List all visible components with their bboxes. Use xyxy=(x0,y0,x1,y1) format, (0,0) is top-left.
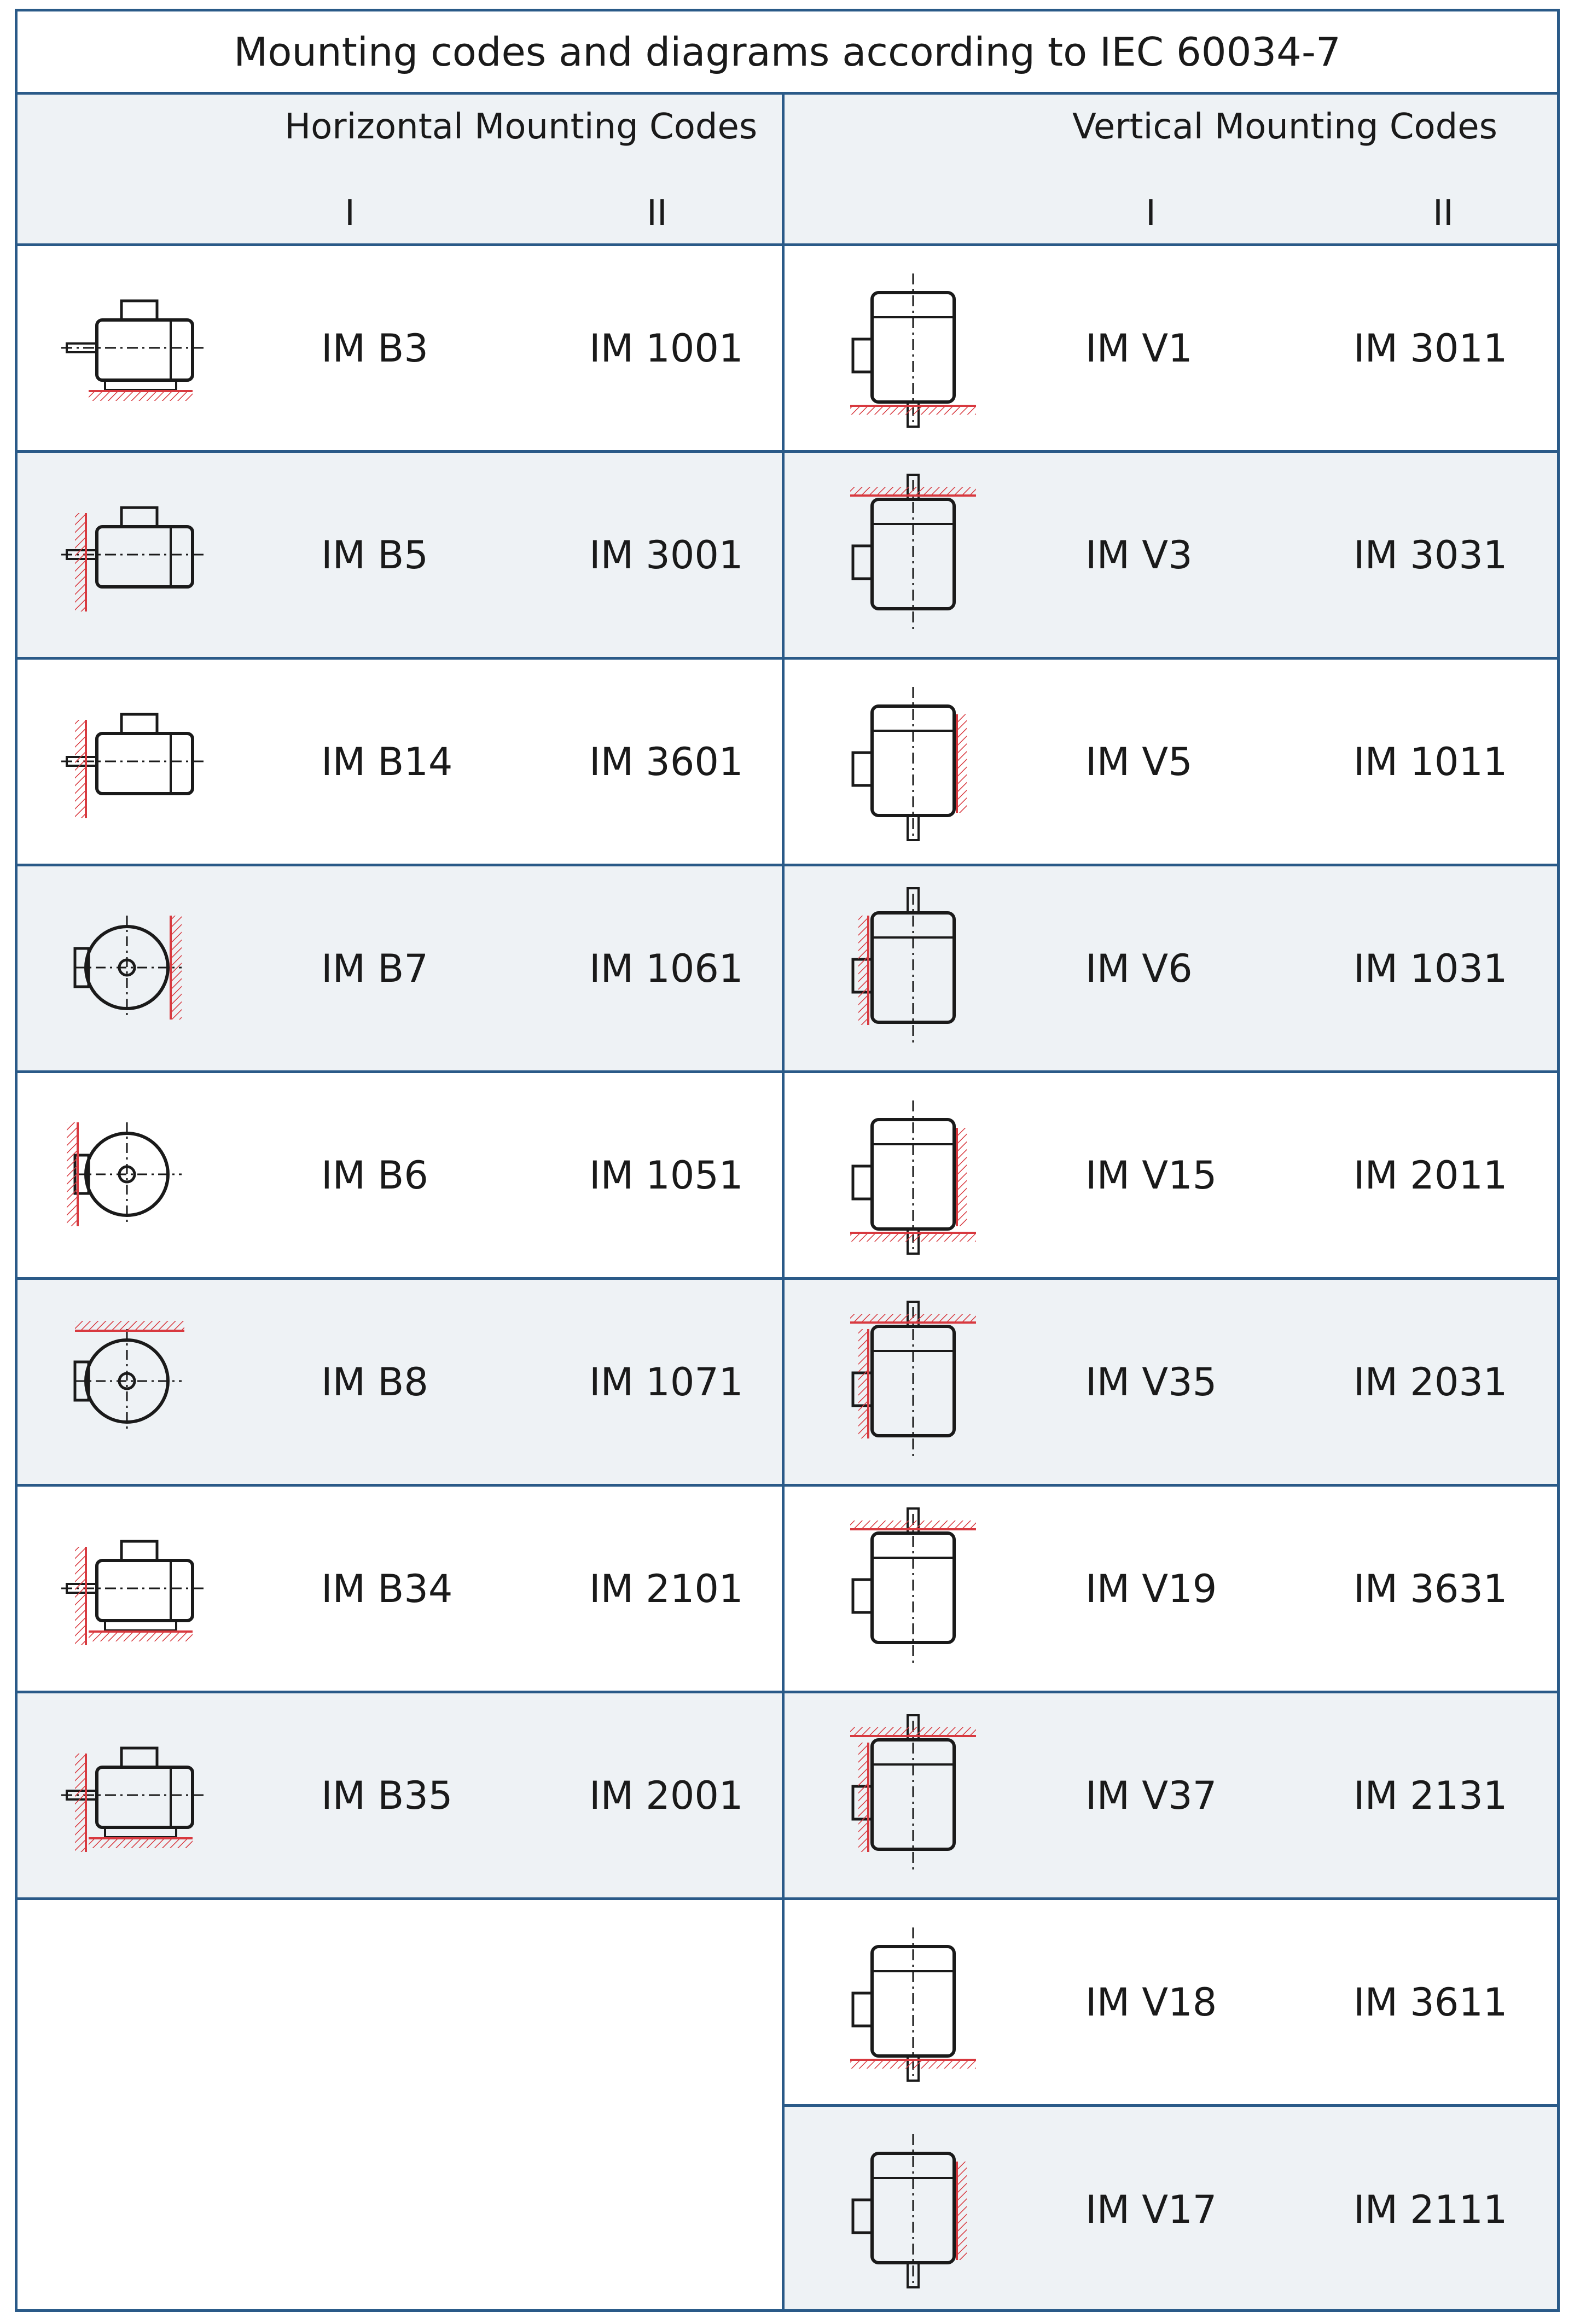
vertical-flange-shaft-up-motor-icon xyxy=(817,469,987,639)
horizontal-row xyxy=(18,660,782,866)
vertical-wall-flange-shaft-up-motor-icon xyxy=(817,1296,987,1466)
horizontal-foot-mounted-motor-icon xyxy=(45,263,214,432)
horizontal-code-i: IM B14 xyxy=(321,739,453,784)
horizontal-row xyxy=(18,453,782,660)
wall-mounted-motor-end-view-icon xyxy=(45,1090,214,1259)
vertical-code-ii: IM 3011 xyxy=(1354,325,1508,371)
horizontal-code-i: IM B35 xyxy=(321,1773,453,1818)
horizontal-flange-mounted-motor-icon xyxy=(45,469,214,639)
vertical-row xyxy=(785,2107,1560,2312)
vertical-code-i: IM V18 xyxy=(1085,1979,1217,2025)
horizontal-code-i: IM B34 xyxy=(321,1566,453,1611)
table-title: Mounting codes and diagrams according to IEC 60034-7 xyxy=(18,11,1557,95)
vertical-wall-flange-shaft-down-motor-icon xyxy=(817,1090,987,1259)
horizontal-row xyxy=(18,866,782,1073)
horizontal-row xyxy=(18,1487,782,1693)
horizontal-code-ii: IM 1071 xyxy=(589,1359,743,1405)
vertical-code-i: IM V3 xyxy=(1085,532,1193,578)
vertical-wall-shaft-up-motor-icon xyxy=(817,883,987,1052)
horizontal-code-i: IM B6 xyxy=(321,1152,428,1198)
vertical-code-i: IM V6 xyxy=(1085,946,1193,991)
horizontal-empty-area xyxy=(18,1900,782,2312)
vertical-code-i: IM V1 xyxy=(1085,325,1193,371)
vertical-code-ii: IM 2031 xyxy=(1354,1359,1508,1405)
horizontal-code-i: IM B5 xyxy=(321,532,428,578)
vertical-code-ii: IM 3611 xyxy=(1354,1979,1508,2025)
vertical-code-i: IM V37 xyxy=(1085,1773,1217,1818)
vertical-code-ii: IM 3631 xyxy=(1354,1566,1508,1611)
horizontal-code-ii: IM 3001 xyxy=(589,532,743,578)
vertical-row xyxy=(785,1280,1560,1487)
vertical-code-ii: IM 2011 xyxy=(1354,1152,1508,1198)
vertical-code-ii: IM 1011 xyxy=(1354,739,1508,784)
vertical-code-ii: IM 3031 xyxy=(1354,532,1508,578)
horizontal-code-ii: IM 2101 xyxy=(589,1566,743,1611)
horizontal-code-i: IM B7 xyxy=(321,946,428,991)
horizontal-header xyxy=(18,95,782,246)
horizontal-code-ii: IM 1051 xyxy=(589,1152,743,1198)
vertical-code-ii: IM 1031 xyxy=(1354,946,1508,991)
vertical-code-ii: IM 2131 xyxy=(1354,1773,1508,1818)
vertical-wall-shaft-down-motor-icon xyxy=(817,676,987,846)
foot-and-flange-mounted-motor-icon xyxy=(45,1710,214,1879)
vertical-row xyxy=(785,660,1560,866)
horizontal-face-mounted-motor-icon xyxy=(45,676,214,846)
vertical-header xyxy=(785,95,1560,246)
vertical-wall-face-shaft-down-motor-icon xyxy=(817,2123,987,2293)
vertical-face-shaft-up-motor-icon xyxy=(817,1503,987,1673)
vertical-col-1-header: I xyxy=(1146,193,1156,234)
vertical-col-2-header: II xyxy=(1433,193,1454,234)
horizontal-row xyxy=(18,246,782,453)
horizontal-col-1-header: I xyxy=(345,193,355,234)
foot-and-face-mounted-motor-icon xyxy=(45,1503,214,1673)
vertical-row xyxy=(785,866,1560,1073)
vertical-heading: Vertical Mounting Codes xyxy=(1072,107,1497,147)
vertical-code-i: IM V35 xyxy=(1085,1359,1217,1405)
vertical-code-i: IM V19 xyxy=(1085,1566,1217,1611)
horizontal-heading: Horizontal Mounting Codes xyxy=(284,107,758,147)
vertical-code-i: IM V15 xyxy=(1085,1152,1217,1198)
vertical-flange-shaft-down-motor-icon xyxy=(817,263,987,432)
vertical-wall-face-shaft-up-motor-icon xyxy=(817,1710,987,1879)
horizontal-row xyxy=(18,1693,782,1900)
vertical-row xyxy=(785,246,1560,453)
vertical-row xyxy=(785,453,1560,660)
mounting-codes-table xyxy=(15,9,1560,2312)
wall-mounted-motor-end-view-icon xyxy=(45,883,214,1052)
vertical-row xyxy=(785,1487,1560,1693)
horizontal-code-i: IM B8 xyxy=(321,1359,428,1405)
vertical-row xyxy=(785,1693,1560,1900)
horizontal-code-ii: IM 2001 xyxy=(589,1773,743,1818)
horizontal-code-ii: IM 1061 xyxy=(589,946,743,991)
vertical-face-shaft-down-motor-icon xyxy=(817,1917,987,2086)
horizontal-code-ii: IM 1001 xyxy=(589,325,743,371)
column-divider xyxy=(782,95,785,2312)
horizontal-row xyxy=(18,1280,782,1487)
ceiling-mounted-motor-end-view-icon xyxy=(45,1296,214,1466)
vertical-row xyxy=(785,1900,1560,2107)
horizontal-code-ii: IM 3601 xyxy=(589,739,743,784)
horizontal-row xyxy=(18,1073,782,1280)
vertical-code-i: IM V5 xyxy=(1085,739,1193,784)
vertical-row xyxy=(785,1073,1560,1280)
horizontal-code-i: IM B3 xyxy=(321,325,428,371)
vertical-code-i: IM V17 xyxy=(1085,2187,1217,2232)
horizontal-col-2-header: II xyxy=(647,193,667,234)
vertical-code-ii: IM 2111 xyxy=(1354,2187,1508,2232)
